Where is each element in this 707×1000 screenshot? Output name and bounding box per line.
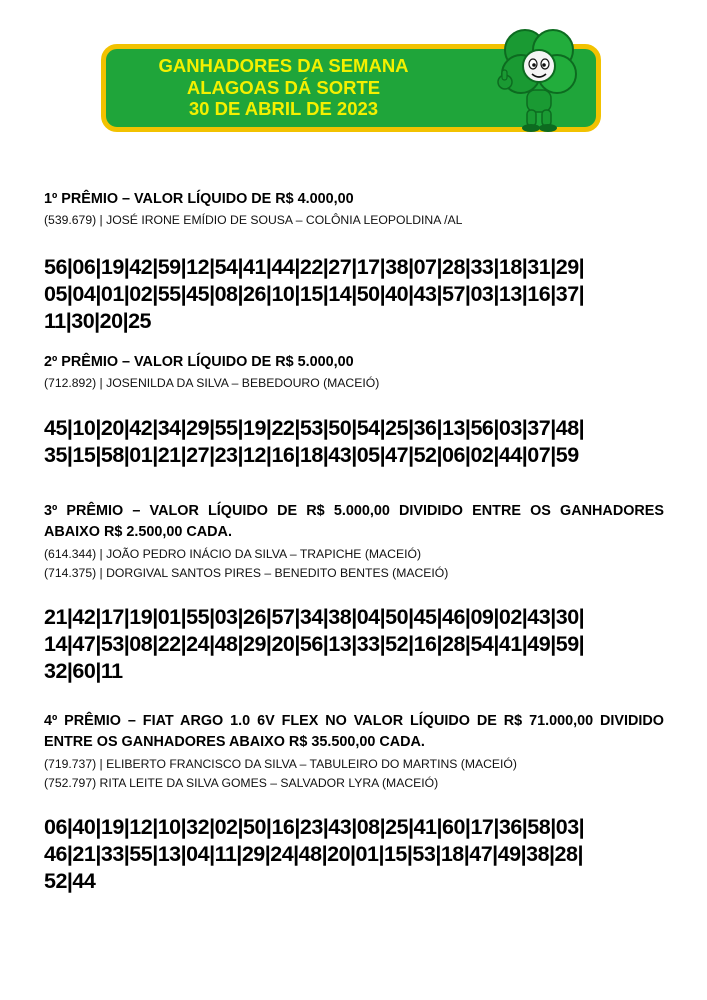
prize-1-numbers — [44, 254, 684, 335]
prize-4-numbers-line-3: 52|44 — [44, 869, 96, 893]
prize-2-numbers-line-1: 45|10|20|42|34|29|55|19|22|53|50|54|25|36|13|56|03|37|48| — [44, 416, 585, 440]
prize-3-numbers-line-1: 21|42|17|19|01|55|03|26|57|34|38|04|50|45|46|09|02|43|30| — [44, 605, 585, 629]
prize-3-winner-1: (614.344) | JOÃO PEDRO INÁCIO DA SILVA – TRAPICHE (MACEIÓ) — [44, 547, 422, 561]
prize-4-numbers-line-1: 06|40|19|12|10|32|02|50|16|23|43|08|25|41|60|17|36|58|03| — [44, 815, 585, 839]
prize-4-title: 4º PRÊMIO – FIAT ARGO 1.0 6V FLEX NO VALOR LÍQUIDO DE R$ 71.000,00 DIVIDIDO ENTRE OS GANHADORES ABAIXO R$ 35.500,00 CADA. — [44, 713, 664, 750]
prize-3-numbers-line-3: 32|60|11 — [44, 659, 123, 683]
prize-3-numbers-line-2: 14|47|53|08|22|24|48|29|20|56|13|33|52|16|28|54|41|49|59| — [44, 632, 585, 656]
clover-mascot-icon — [491, 24, 587, 134]
prize-1-numbers-line-2: 05|04|01|02|55|45|08|26|10|15|14|50|40|43|57|03|13|16|37| — [44, 282, 585, 306]
banner-title — [106, 55, 461, 120]
prize-4-numbers — [44, 814, 684, 895]
prize-1-winner-1: (539.679) | JOSÉ IRONE EMÍDIO DE SOUSA – COLÔNIA LEOPOLDINA /AL — [44, 213, 463, 227]
prize-2-title: 2º PRÊMIO – VALOR LÍQUIDO DE R$ 5.000,00 — [44, 354, 354, 370]
prize-1-title: 1º PRÊMIO – VALOR LÍQUIDO DE R$ 4.000,00 — [44, 191, 354, 207]
prize-3-numbers — [44, 604, 684, 685]
banner-line-3: 30 DE ABRIL DE 2023 — [188, 98, 379, 119]
prize-1-numbers-line-1: 56|06|19|42|59|12|54|41|44|22|27|17|38|07|28|33|18|31|29| — [44, 255, 585, 279]
prize-2-numbers — [44, 415, 684, 469]
prize-1-numbers-line-3: 11|30|20|25 — [44, 309, 152, 333]
banner-line-1: GANHADORES DA SEMANA — [158, 55, 409, 76]
prize-3-winner-2: (714.375) | DORGIVAL SANTOS PIRES – BENEDITO BENTES (MACEIÓ) — [44, 566, 449, 580]
prize-2-winner-1: (712.892) | JOSENILDA DA SILVA – BEBEDOURO (MACEIÓ) — [44, 376, 380, 390]
prize-3-title: 3º PRÊMIO – VALOR LÍQUIDO DE R$ 5.000,00 DIVIDIDO ENTRE OS GANHADORES ABAIXO R$ 2.500,00 CADA. — [44, 503, 664, 540]
banner-line-2: ALAGOAS DÁ SORTE — [186, 76, 381, 98]
prize-2-numbers-line-2: 35|15|58|01|21|27|23|12|16|18|43|05|47|52|06|02|44|07|59 — [44, 443, 579, 467]
prize-4-numbers-line-2: 46|21|33|55|13|04|11|29|24|48|20|01|15|53|18|47|49|38|28| — [44, 842, 583, 866]
prize-4-winner-2: (752.797) RITA LEITE DA SILVA GOMES – SALVADOR LYRA (MACEIÓ) — [44, 776, 439, 790]
prize-4-winner-1: (719.737) | ELIBERTO FRANCISCO DA SILVA – TABULEIRO DO MARTINS (MACEIÓ) — [44, 757, 517, 771]
